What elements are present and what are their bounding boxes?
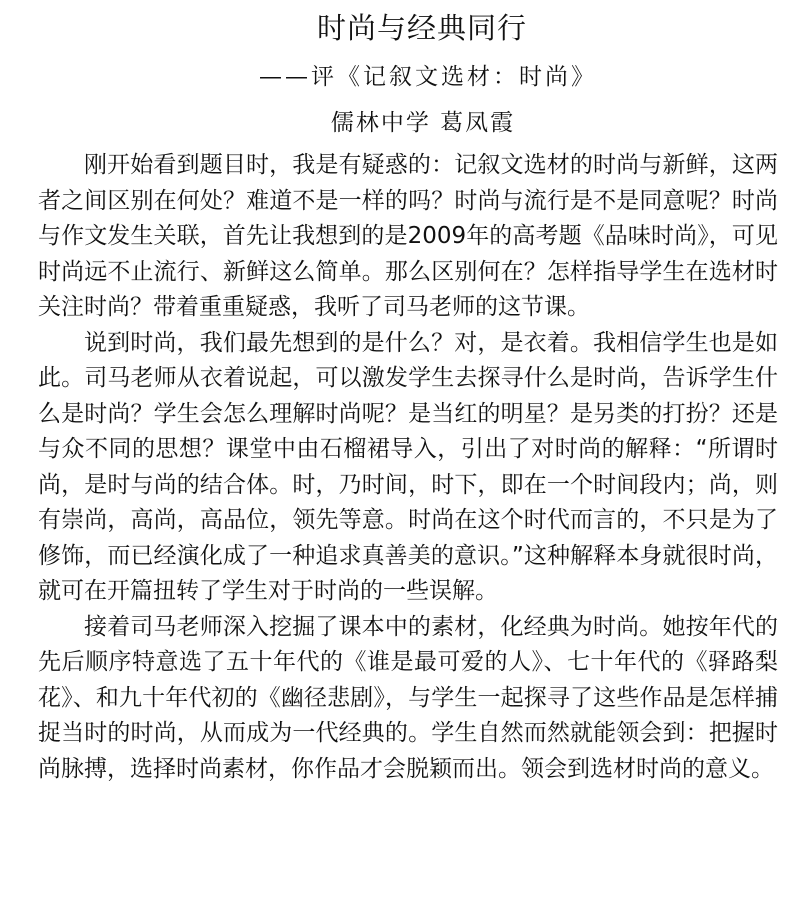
article-author: 儒林中学 葛凤霞: [330, 110, 516, 136]
paragraph-3: 接着司马老师深入挖掘了课本中的素材，化经典为时尚。她按年代的先后顺序特意选了五十年代的《谁是最可爱的人》、七十年代的《驿路梨花》、和九十年代初的《幽径悲剧》，与学生一起探寻了这些作品是怎样捕捉当时的时尚，从而成为一代经典的。学生自然而然就能领会到：把握时尚脉搏，选择时尚素材，你作品才会脱颖而出。领会到选材时尚的意义。: [38, 613, 778, 782]
article-title: 时尚与经典同行: [316, 11, 527, 45]
paragraph-1: 刚开始看到题目时，我是有疑惑的：记叙文选材的时尚与新鲜，这两者之间区别在何处？难道不是一样的吗？时尚与流行是不是同意呢？时尚与作文发生关联，首先让我想到的是2009年的高考题《品味时尚》，可见时尚远不止流行、新鲜这么简单。那么区别何在？怎样指导学生在选材时关注时尚？带着重重疑惑，我听了司马老师的这节课。: [38, 152, 778, 320]
article-body: [38, 148, 778, 787]
paragraph-2: 说到时尚，我们最先想到的是什么？对，是衣着。我相信学生也是如此。司马老师从衣着说起，可以激发学生去探寻什么是时尚，告诉学生什么是时尚？学生会怎么理解时尚呢？是当红的明星？是另类的打扮？还是与众不同的思想？课堂中由石榴裙导入，引出了对时尚的解释：“所谓时尚，是时与尚的结合体。时，乃时间，时下，即在一个时间段内；尚，则有崇尚，高尚，高品位，领先等意。时尚在这个时代而言的，不只是为了修饰，而已经演化成了一种追求真善美的意识。”这种解释本身就很时尚，就可在开篇扭转了学生对于时尚的一些误解。: [38, 329, 778, 604]
article-subtitle: ——评《记叙文选材：时尚》: [259, 64, 597, 90]
